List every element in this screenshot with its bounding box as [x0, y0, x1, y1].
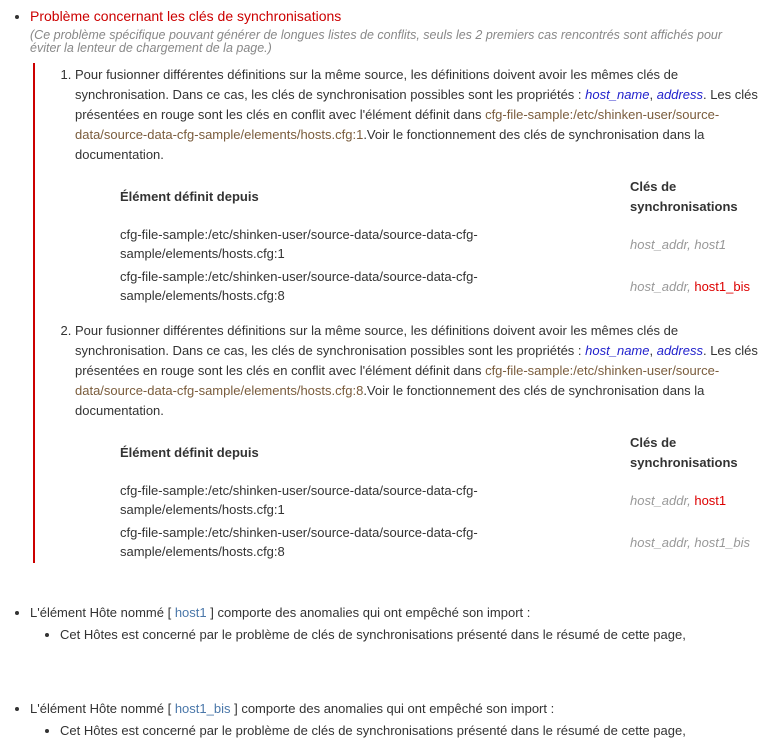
table-row — [108, 265, 748, 307]
host-anomaly-detail: • Cet Hôtes est concerné par le problème de clés de synchronisations présenté dans le résumé de cette page, — [60, 625, 769, 645]
element-path: cfg-file-sample:/etc/shinken-user/source-data/source-data-cfg-sample/elements/hosts.cfg:1 — [120, 227, 478, 261]
property-link-host-name[interactable]: host_name — [585, 343, 650, 358]
case-text: . Les clés présentées en rouge sont les clés en conflit avec l'élément définit dans — [75, 87, 758, 122]
host-link-host1[interactable]: host1 — [174, 605, 207, 620]
separator: , — [649, 343, 657, 358]
host-text: L'élément Hôte nommé [ — [30, 701, 175, 716]
sync-key: host_addr — [630, 534, 688, 550]
conflict-case-list — [35, 63, 769, 563]
host-text: L'élément Hôte nommé [ — [30, 605, 175, 620]
case-text: . Les clés présentées en rouge sont les clés en conflit avec l'élément définit dans — [75, 343, 758, 378]
sync-key: host_addr — [630, 492, 688, 508]
conflict-source-link[interactable]: cfg-file-sample:/etc/shinken-user/source-data/source-data-cfg-sample/elements/hosts.cfg:8 — [75, 363, 720, 398]
key-separator: , — [687, 278, 695, 294]
column-header-keys: Clés de synchronisations — [630, 435, 738, 470]
sync-keys-problem-item — [30, 8, 769, 563]
host-text: ] comporte des anomalies qui ont empêché son import : — [206, 605, 531, 620]
case-text: Pour fusionner différentes définitions sur la même source, les définitions doivent avoir les mêmes clés de synchronisation. Dans ce cas, les clés de synchronisation possibles sont les propriétés : — [75, 323, 679, 358]
host-anomaly-detail-list — [30, 721, 769, 741]
table-row — [108, 479, 748, 521]
host-anomaly-detail-list — [30, 625, 769, 645]
sync-keys-cell — [628, 223, 748, 265]
sync-key: host_addr — [630, 278, 688, 294]
table-header-row — [108, 429, 748, 479]
sync-keys-cell — [628, 479, 748, 521]
problem-note: (Ce problème spécifique pouvant générer de longues listes de conflits, seuls les 2 premiers cas rencontrés sont affichés pour éviter la lenteur de chargement de la page.) — [30, 28, 723, 55]
sync-key: host1_bis — [694, 534, 750, 550]
sync-keys-table-1 — [108, 173, 748, 307]
host-text: ] comporte des anomalies qui ont empêché son import : — [230, 701, 555, 716]
case-text: .Voir le fonctionnement des clés de synchronisation dans la documentation. — [75, 127, 705, 162]
element-path: cfg-file-sample:/etc/shinken-user/source-data/source-data-cfg-sample/elements/hosts.cfg:8 — [120, 525, 478, 559]
key-separator: , — [687, 534, 695, 550]
sync-key: host1_bis — [694, 278, 750, 294]
conflict-section — [33, 63, 769, 563]
column-header-keys: Clés de synchronisations — [630, 179, 738, 214]
sync-keys-cell — [628, 265, 748, 307]
host-anomaly-detail: • Cet Hôtes est concerné par le problème de clés de synchronisations présenté dans le résumé de cette page, — [60, 721, 769, 741]
problem-title: • Problème concernant les clés de synchronisations — [30, 8, 342, 24]
case-description — [75, 65, 769, 165]
property-link-address[interactable]: address — [656, 87, 703, 102]
case-text: .Voir le fonctionnement des clés de synchronisation dans la documentation. — [75, 383, 705, 418]
key-separator: , — [687, 236, 695, 252]
conflict-source-link[interactable]: cfg-file-sample:/etc/shinken-user/source-data/source-data-cfg-sample/elements/hosts.cfg:1 — [75, 107, 720, 142]
host-link-host1-bis[interactable]: host1_bis — [174, 701, 231, 716]
table-row — [108, 223, 748, 265]
host-anomaly-list-host1 — [0, 603, 769, 645]
sync-key: host1 — [694, 492, 727, 508]
sync-keys-cell — [628, 521, 748, 563]
host-anomaly-item — [30, 699, 769, 741]
conflict-case-1 — [75, 65, 769, 307]
column-header-element: Élément définit depuis — [120, 445, 259, 460]
table-header-row — [108, 173, 748, 223]
conflict-case-2 — [75, 321, 769, 563]
sync-keys-table-2 — [108, 429, 748, 563]
property-link-host-name[interactable]: host_name — [585, 87, 650, 102]
element-path: cfg-file-sample:/etc/shinken-user/source-data/source-data-cfg-sample/elements/hosts.cfg:8 — [120, 269, 478, 303]
table-row — [108, 521, 748, 563]
column-header-element: Élément définit depuis — [120, 189, 259, 204]
key-separator: , — [687, 492, 695, 508]
host-anomaly-list-host1-bis — [0, 699, 769, 741]
property-link-address[interactable]: address — [656, 343, 703, 358]
separator: , — [649, 87, 657, 102]
host-anomaly-item — [30, 603, 769, 645]
case-description — [75, 321, 769, 421]
case-text: Pour fusionner différentes définitions sur la même source, les définitions doivent avoir les mêmes clés de synchronisation. Dans ce cas, les clés de synchronisation possibles sont les propriétés : — [75, 67, 679, 102]
sync-key: host_addr — [630, 236, 688, 252]
sync-key: host1 — [694, 236, 727, 252]
problem-summary-list — [0, 8, 769, 563]
element-path: cfg-file-sample:/etc/shinken-user/source-data/source-data-cfg-sample/elements/hosts.cfg:1 — [120, 483, 478, 517]
